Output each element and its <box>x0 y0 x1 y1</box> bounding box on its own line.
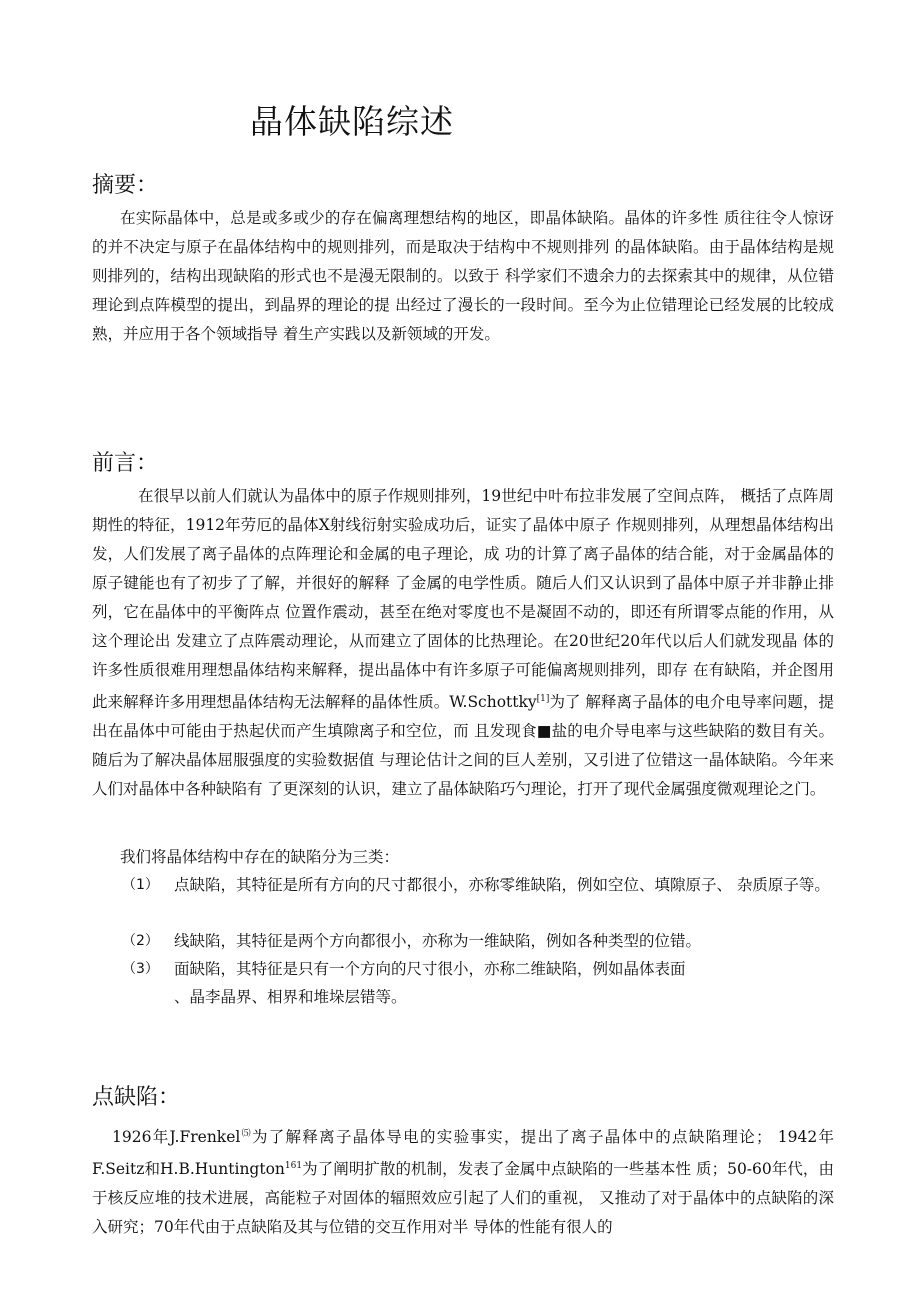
abstract-paragraph: 在实际晶体中，总是或多或少的存在偏离理想结构的地区，即晶体缺陷。晶体的许多性 质往往令人惊讶的并不决定与原子在晶体结构中的规则排列，而是取决于结构中不规则排列 的晶体缺陷。由于晶体结构是规则排列的，结构出现缺陷的形式也不是漫无限制的。以致于 科学家们不遗余力的去探索其中的规律，从位错理论到点阵模型的提出，到晶界的理论的提 出经过了漫长的一段时间。至今为止位错理论已经发展的比较成熟，并应用于各个领域指导 着生产实践以及新领域的开发。 <box>92 209 834 343</box>
list-item-planar-defect-continued <box>122 983 834 1011</box>
abstract-heading: 摘要： <box>92 173 159 198</box>
classification-intro: 我们将晶体结构中存在的缺陷分为三类： <box>120 848 400 866</box>
list-item-planar-defect <box>122 955 834 983</box>
list-number: （3） <box>122 961 159 977</box>
list-item-text: 面缺陷，其特征是只有一个方向的尺寸很小，亦称二维缺陷，例如晶体表面 <box>174 960 686 978</box>
list-item-point-defect <box>122 871 834 927</box>
reference-marker-6: 161 <box>284 1161 303 1171</box>
point-defect-heading: 点缺陷： <box>92 1085 181 1110</box>
list-number: （2） <box>122 933 159 949</box>
preface-text-part2: 为了 解释离子晶体的电介电导率问题，提出在晶体中可能由于热起伏而产生填隙离子和空位，而 且发现食■盐的电介导电率与这些缺陷的数目有关。随后为了解决晶体屈服强度的实验数据值 与理论估计之间的巨人差别，又引进了位错这一晶体缺陷。今年来人们对晶体中各种缺陷有 了更深刻的认识，建立了晶体缺陷巧勺理论，打开了现代金属强度微观理论之门。 <box>92 693 835 798</box>
point-defect-text-part2: 为了解释离子晶体导电的实验事实，提出了离子晶体中的点缺陷理论； 1942年F.Seitz和H.B.Huntington <box>92 1128 834 1178</box>
point-defect-text-part3: 为了阐明扩散的机制，发表了金属中点缺陷的一些基本性 质；50-60年代，由于核反应堆的技术进展，高能粒子对固体的辐照效应引起了人们的重视， 又推动了对于晶体中的点缺陷的深入研究；70年代由于点缺陷及其与位错的交互作用对半 导体的性能有很人的 <box>92 1160 834 1236</box>
list-number: （1） <box>122 877 159 893</box>
reference-marker-1: [1] <box>536 694 550 704</box>
document-title: 晶体缺陷综述 <box>250 102 454 141</box>
list-item-line-defect <box>122 927 834 955</box>
point-defect-text-part1: 1926年J.Frenkel <box>112 1128 241 1146</box>
list-item-text: 线缺陷，其特征是两个方向都很小，亦称为一维缺陷，例如各种类型的位错。 <box>174 932 702 950</box>
list-item-text: 点缺陷，其特征是所有方向的尺寸都很小，亦称零维缺陷，例如空位、填隙原子、 杂质原子等。 <box>174 876 830 894</box>
reference-marker-5: ⑸ <box>240 1129 252 1139</box>
preface-paragraph <box>92 482 834 804</box>
preface-text-part1: 在很早以前人们就认为晶体中的原子作规则排列，19世纪中叶布拉非发展了空间点阵， 概括了点阵周期性的特征，1912年劳厄的晶体X射线衍射实验成功后，证实了晶体中原子 作规则排列，从理想晶体结构出发，人们发展了离子晶体的点阵理论和金属的电子理论，成 功的计算了离子晶体的结合能，对于金属晶体的原子键能也有了初步了了解，并很好的解释 了金属的电学性质。随后人们又认识到了晶体中原子并非静止排列，它在晶体中的平衡阵点 位置作震动，甚至在绝对零度也不是凝固不动的，即还有所谓零点能的作用，从这个理论出 发建立了点阵震动理论，从而建立了固体的比热理论。在20世纪20年代以后人们就发现晶 体的许多性质很难用理想晶体结构来解释，提出晶体中有许多原子可能偏离规则排列，即存 在有缺陷，并企图用此来解释许多用理想晶体结构无法解释的晶体性质。W.Schottky <box>92 487 834 711</box>
list-item-text: 、晶李晶界、相界和堆垛层错等。 <box>174 988 407 1006</box>
point-defect-paragraph <box>92 1120 834 1242</box>
preface-heading: 前言： <box>92 451 159 476</box>
